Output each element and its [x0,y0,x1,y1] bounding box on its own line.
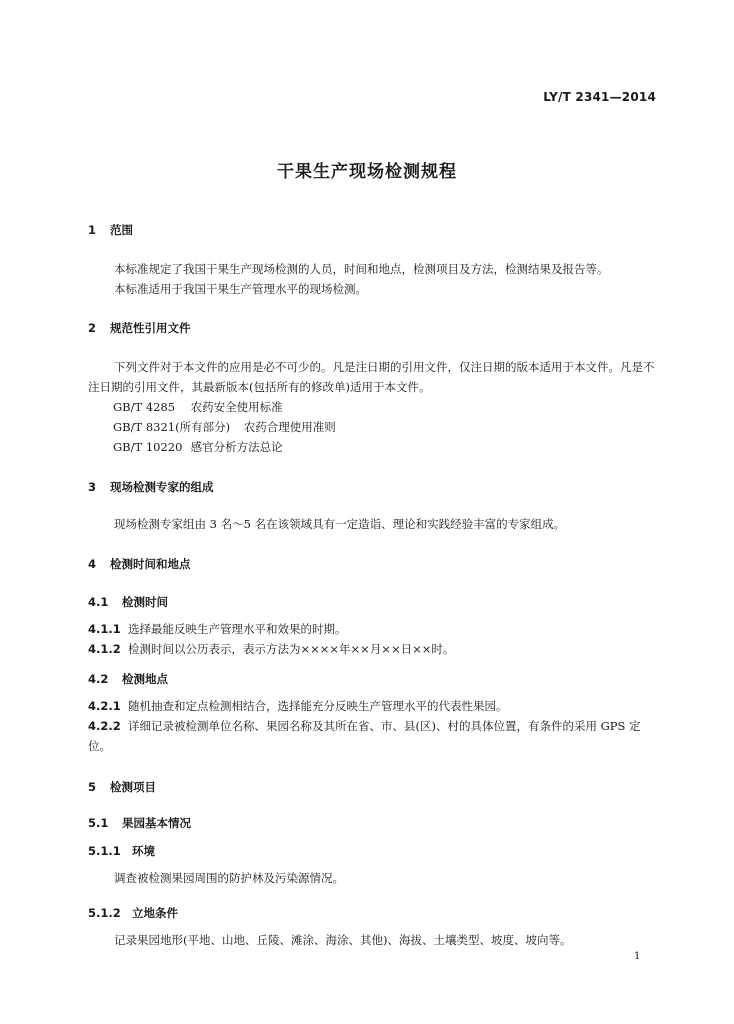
section-number: 5.1 [88,816,109,830]
section-title: 环境 [132,844,156,858]
section-title: 果园基本情况 [122,816,192,830]
section-4-2-heading [88,671,168,687]
section-number: 5.1.2 [88,906,121,920]
clause-number: 4.2.2 [88,719,121,733]
section-1-paragraph-1: 本标准规定了我国干果生产现场检测的人员，时间和地点，检测项目及方法，检测结果及报告等。 [114,262,609,276]
reference-name: 感官分析方法总论 [190,440,283,454]
clause-number: 4.1.1 [88,622,121,636]
reference-item [113,399,283,415]
section-2-intro: 下列文件对于本文件的应用是必不可少的。凡是注日期的引用文件，仅注日期的版本适用于本文件。凡是不注日期的引用文件，其最新版本(包括所有的修改单)适用于本文件。 [88,360,655,394]
section-number: 5 [88,780,97,794]
reference-code: GB/T 8321(所有部分) [113,420,231,434]
reference-item [113,439,283,455]
section-title: 检测时间 [122,595,169,609]
section-number: 4.1 [88,595,109,609]
reference-name: 农药合理使用准则 [243,420,336,434]
clause-number: 4.2.1 [88,699,121,713]
clause-number: 4.1.2 [88,642,121,656]
reference-code: GB/T 10220 [113,440,183,454]
section-number: 2 [88,321,97,335]
reference-name: 农药安全使用标准 [190,400,283,414]
section-number: 1 [88,223,97,237]
section-1-heading [88,222,133,238]
section-3-paragraph: 现场检测专家组由 3 名～5 名在该领域具有一定造诣、理论和实践经验丰富的专家组成。 [114,517,566,531]
section-3-heading [88,479,214,495]
section-title: 检测地点 [122,672,169,686]
section-5-1-1-heading [88,843,155,859]
clause-4-2-2 [88,716,660,756]
section-5-1-heading [88,815,191,831]
section-4-heading [88,556,191,572]
section-5-1-2-paragraph: 记录果园地形(平地、山地、丘陵、滩涂、海涂、其他)、海拔、土壤类型、坡度、坡向等。 [114,933,572,947]
section-5-1-2-heading [88,905,178,921]
section-title: 立地条件 [132,906,179,920]
section-number: 5.1.1 [88,844,121,858]
clause-text: 选择最能反映生产管理水平和效果的时期。 [128,622,347,636]
clause-4-2-1 [88,696,660,716]
section-number: 4.2 [88,672,109,686]
section-title: 检测项目 [110,780,157,794]
section-1-paragraph-2: 本标准适用于我国干果生产管理水平的现场检测。 [114,282,367,296]
clause-text: 详细记录被检测单位名称、果园名称及其所在省、市、县(区)、村的具体位置，有条件的采用 GPS 定位。 [88,719,641,753]
clause-4-1-1 [88,619,660,639]
clause-text: 检测时间以公历表示，表示方法为××××年××月××日××时。 [128,642,455,656]
page-number: 1 [634,951,641,962]
standard-code: LY/T 2341—2014 [543,90,656,104]
section-title: 现场检测专家的组成 [110,480,214,494]
section-title: 检测时间和地点 [110,557,191,571]
section-number: 4 [88,557,97,571]
clause-4-1-2 [88,639,660,659]
section-title: 规范性引用文件 [110,321,191,335]
reference-code: GB/T 4285 [113,400,176,414]
section-5-heading [88,779,156,795]
section-4-1-heading [88,594,168,610]
section-5-1-1-paragraph: 调查被检测果园周围的防护林及污染源情况。 [114,871,344,885]
section-number: 3 [88,480,97,494]
clause-text: 随机抽查和定点检测相结合，选择能充分反映生产管理水平的代表性果园。 [128,699,508,713]
section-2-heading [88,320,191,336]
document-title: 干果生产现场检测规程 [277,162,457,182]
section-title: 范围 [110,223,134,237]
reference-item [113,419,336,435]
